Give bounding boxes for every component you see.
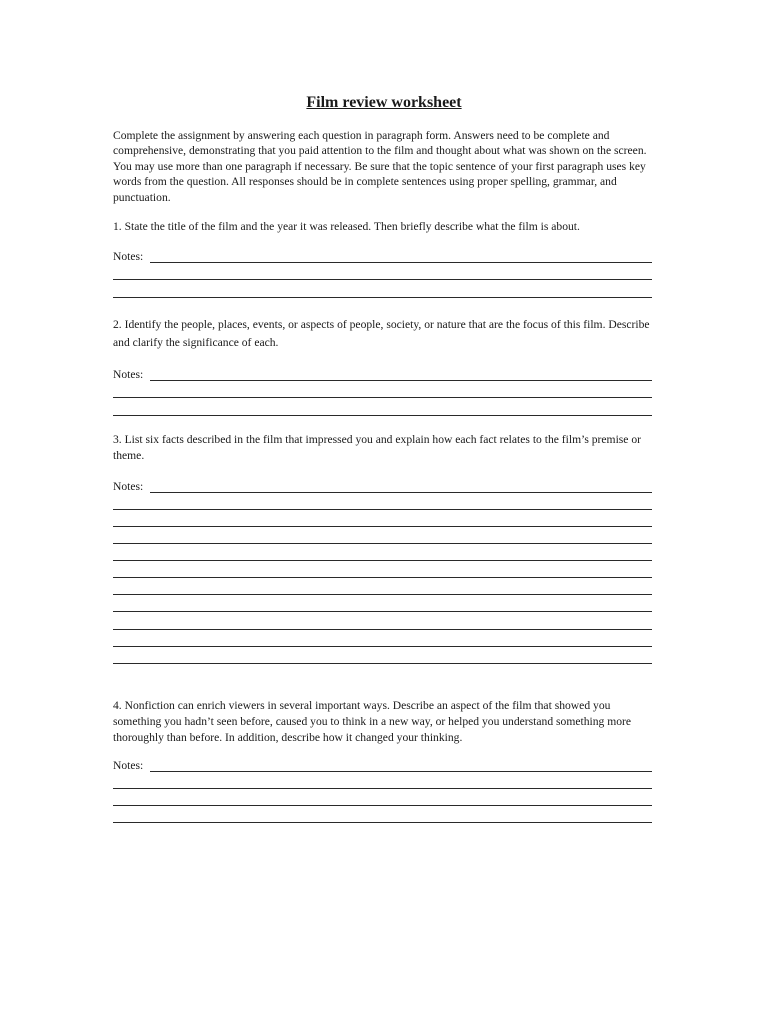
notes-line[interactable] — [113, 788, 652, 789]
notes-line[interactable] — [113, 805, 652, 806]
notes-line[interactable] — [150, 771, 652, 772]
notes-line[interactable] — [113, 611, 652, 612]
notes-line[interactable] — [113, 560, 652, 561]
notes-label-4: Notes: — [113, 759, 144, 772]
notes-line[interactable] — [113, 397, 652, 398]
notes-line[interactable] — [150, 380, 652, 381]
notes-line[interactable] — [113, 415, 652, 416]
page-title: Film review worksheet — [306, 94, 462, 111]
question-2: 2. Identify the people, places, events, or aspects of people, society, or nature that are the focus of this film. Describe and clarify the significance of each. — [113, 318, 650, 349]
question-4: 4. Nonfiction can enrich viewers in several important ways. Describe an aspect of the film that showed you something you hadn’t seen before, caused you to think in a new way, or helped you understand something more thoroughly than before. In addition, describe how it changed your thinking. — [113, 699, 632, 744]
notes-line[interactable] — [113, 279, 652, 280]
notes-line[interactable] — [150, 492, 652, 493]
notes-line[interactable] — [113, 822, 652, 823]
instructions-paragraph: Complete the assignment by answering each question in paragraph form. Answers need to be complete and comprehensive, demonstrating that you paid attention to the film and thought about what was shown on the screen. You may use more than one paragraph if necessary. Be sure that the topic sentence of your first paragraph uses key words from the question. All responses should be in complete sentences using proper spelling, grammar, and punctuation. — [113, 129, 647, 204]
notes-line[interactable] — [113, 646, 652, 647]
notes-line[interactable] — [113, 629, 652, 630]
notes-line[interactable] — [113, 509, 652, 510]
notes-line[interactable] — [113, 543, 652, 544]
notes-label-1: Notes: — [113, 250, 144, 263]
question-1: 1. State the title of the film and the year it was released. Then briefly describe what the film is about. — [113, 220, 580, 233]
notes-line[interactable] — [113, 297, 652, 298]
question-3: 3. List six facts described in the film that impressed you and explain how each fact relates to the film’s premise or theme. — [113, 433, 642, 462]
notes-line[interactable] — [113, 594, 652, 595]
notes-label-3: Notes: — [113, 480, 144, 493]
notes-line[interactable] — [150, 262, 652, 263]
notes-line[interactable] — [113, 526, 652, 527]
notes-label-2: Notes: — [113, 368, 144, 381]
notes-line[interactable] — [113, 663, 652, 664]
notes-line[interactable] — [113, 577, 652, 578]
